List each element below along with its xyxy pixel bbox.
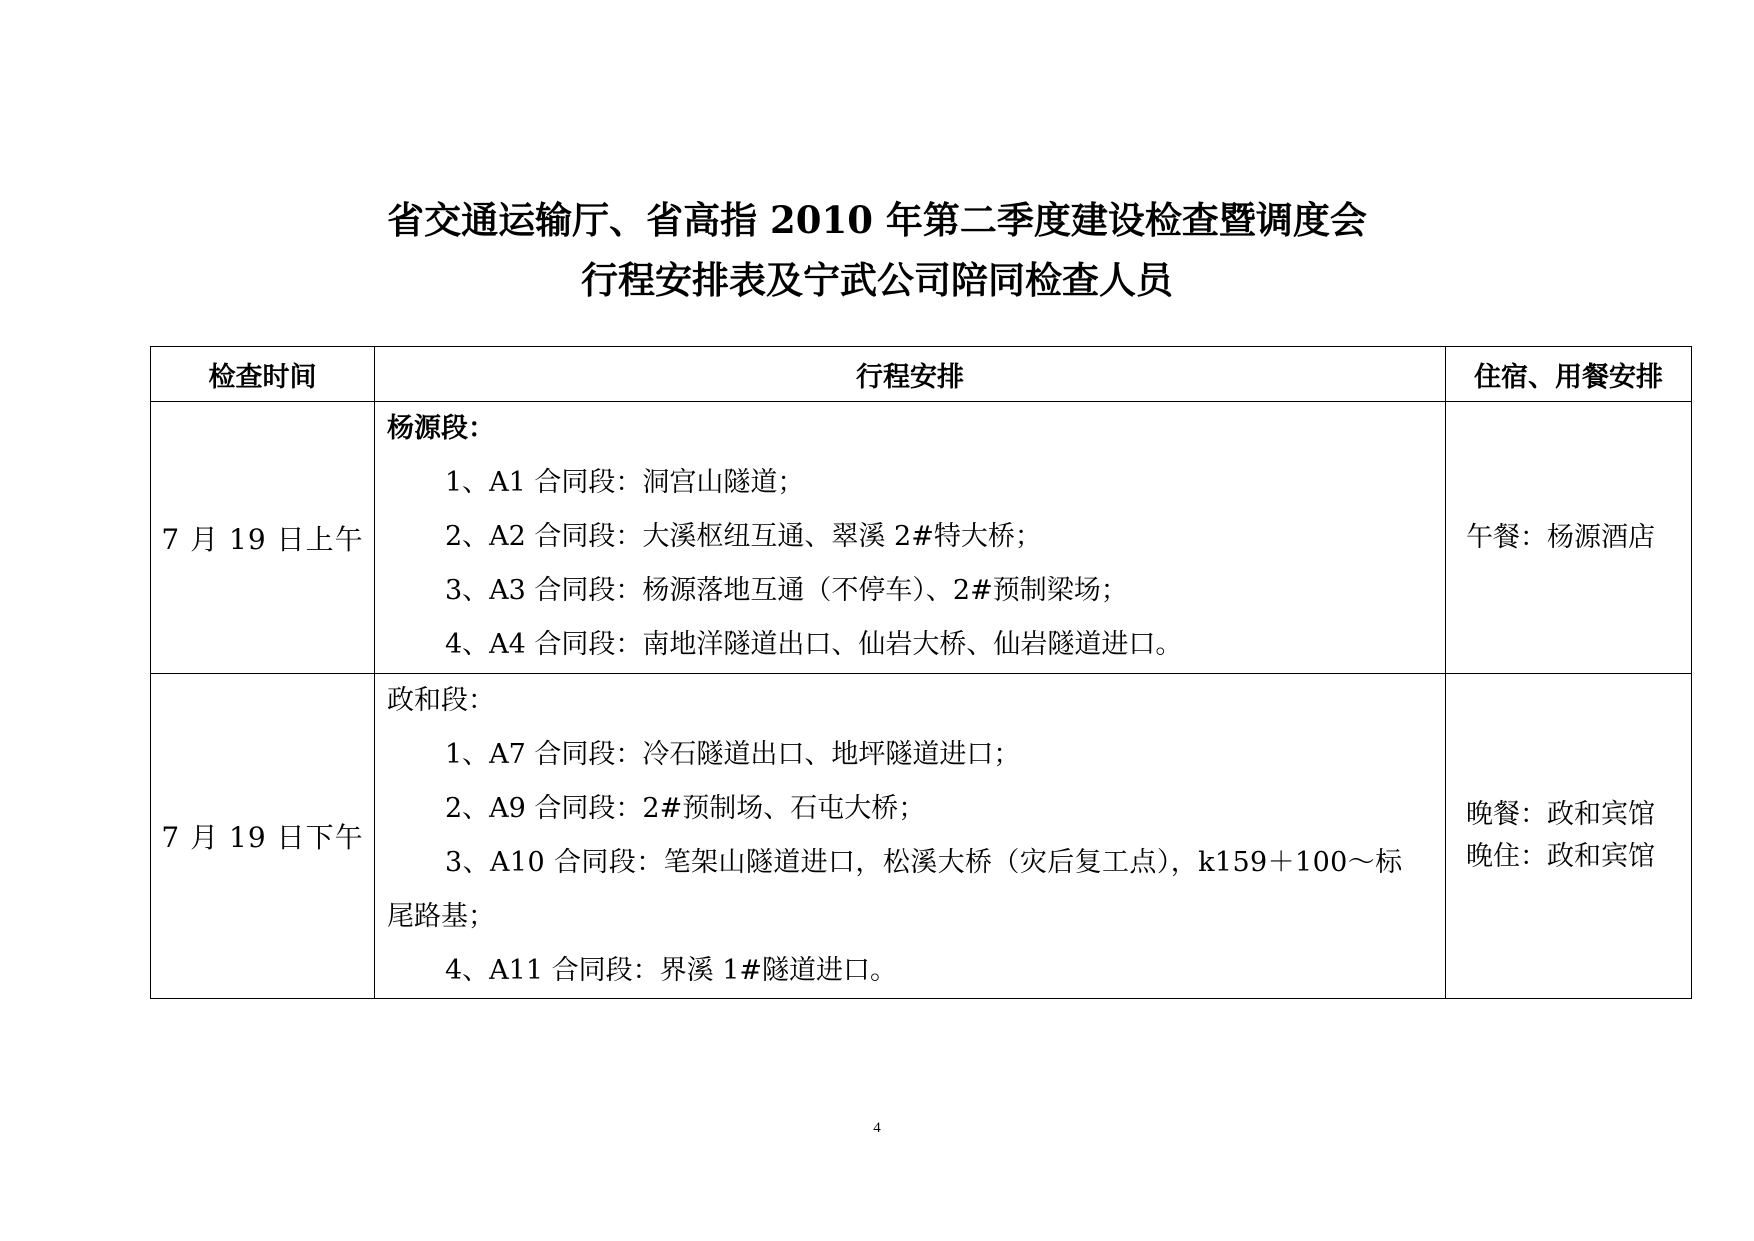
- itinerary-table: [150, 346, 1692, 999]
- document-title-line1: 省交通运输厅、省高指 2010 年第二季度建设检查暨调度会: [387, 198, 1367, 242]
- table-row: [151, 674, 1692, 999]
- header-inspection-time: 检查时间: [151, 347, 375, 402]
- time-cell: 7 月 19 日上午: [151, 402, 375, 674]
- itinerary-cell: [375, 402, 1446, 674]
- meal-item: 晚餐：政和宾馆: [1466, 799, 1655, 830]
- document-title-line2: 行程安排表及宁武公司陪同检查人员: [581, 258, 1173, 302]
- itinerary-item: 1、A1 合同段：洞宫山隧道；: [445, 467, 805, 498]
- itinerary-item: 4、A11 合同段：界溪 1#隧道进口。: [445, 955, 897, 986]
- itinerary-item: 3、A3 合同段：杨源落地互通（不停车）、2#预制梁场；: [445, 575, 1128, 606]
- header-lodging-meals: 住宿、用餐安排: [1446, 347, 1692, 402]
- meal-cell: [1446, 674, 1692, 999]
- header-itinerary: 行程安排: [375, 347, 1446, 402]
- itinerary-item-continuation: 尾路基；: [387, 901, 495, 932]
- meal-cell: [1446, 402, 1692, 674]
- itinerary-item: 2、A2 合同段：大溪枢纽互通、翠溪 2#特大桥；: [445, 521, 1042, 552]
- meal-item: 晚住：政和宾馆: [1466, 841, 1655, 872]
- itinerary-item: 2、A9 合同段：2#预制场、石屯大桥；: [445, 793, 926, 824]
- section-label: 杨源段：: [387, 413, 495, 444]
- itinerary-item: 1、A7 合同段：冷石隧道出口、地坪隧道进口；: [445, 739, 1021, 770]
- table-row: [151, 402, 1692, 674]
- section-label: 政和段：: [387, 685, 495, 716]
- table-header-row: [151, 347, 1692, 402]
- page-number: 4: [873, 1120, 881, 1136]
- time-cell: 7 月 19 日下午: [151, 674, 375, 999]
- meal-item: 午餐：杨源酒店: [1466, 521, 1655, 553]
- itinerary-item: 3、A10 合同段：笔架山隧道进口，松溪大桥（灾后复工点），k159＋100～标: [445, 847, 1403, 878]
- itinerary-cell: [375, 674, 1446, 999]
- itinerary-item: 4、A4 合同段：南地洋隧道出口、仙岩大桥、仙岩隧道进口。: [445, 629, 1183, 660]
